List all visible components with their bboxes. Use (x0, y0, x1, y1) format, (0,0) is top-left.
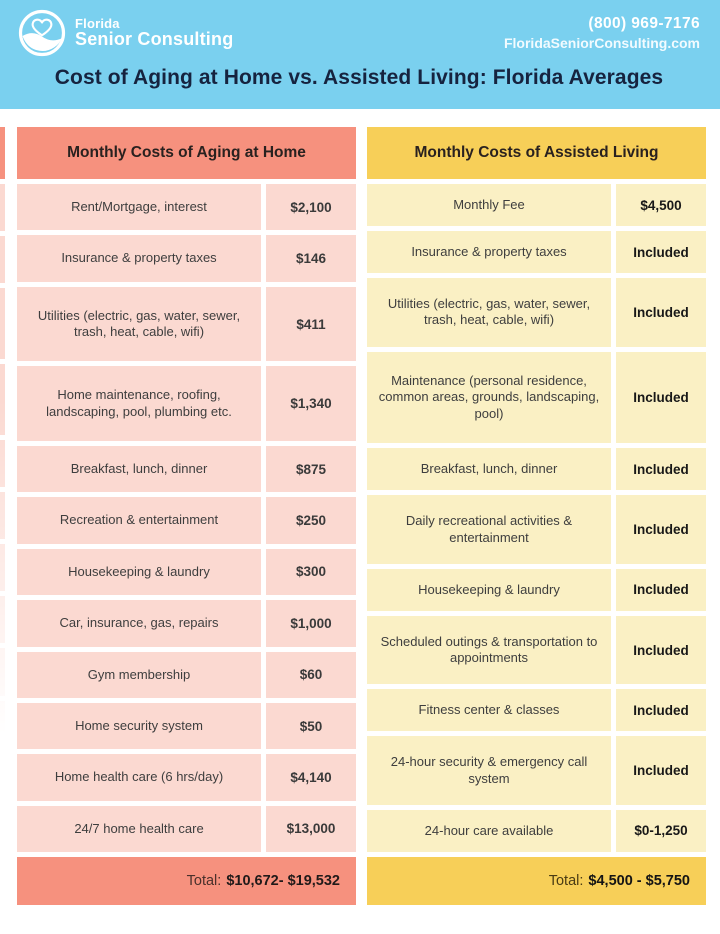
left-edge-bleed (0, 127, 5, 905)
row-label: 24/7 home health care (17, 806, 261, 852)
assisted-living-table (367, 127, 706, 905)
bleed-segment (0, 184, 5, 231)
table-row (367, 278, 706, 346)
comparison-tables (17, 127, 706, 905)
row-label: Insurance & property taxes (367, 231, 611, 273)
table-row (367, 810, 706, 852)
bleed-segment (0, 857, 5, 905)
row-label: Housekeeping & laundry (367, 569, 611, 611)
aging-at-home-table-rows (17, 184, 356, 852)
table-row (17, 703, 356, 749)
table-row (17, 184, 356, 230)
row-label: Car, insurance, gas, repairs (17, 600, 261, 646)
table-row (367, 231, 706, 273)
row-value: Included (616, 689, 706, 731)
bleed-segment (0, 288, 5, 359)
row-label: Breakfast, lunch, dinner (17, 446, 261, 492)
row-label: Home maintenance, roofing, landscaping, pool, plumbing etc. (17, 366, 261, 441)
row-value: $2,100 (266, 184, 356, 230)
aging-at-home-table (17, 127, 356, 905)
total-label: Total: (548, 873, 584, 889)
website-url: FloridaSeniorConsulting.com (503, 34, 700, 51)
bleed-segment (0, 440, 5, 487)
table-row (17, 806, 356, 852)
total-value: $4,500 - $5,750 (588, 873, 690, 889)
bleed-segment (0, 127, 5, 179)
assisted-living-table-header: Monthly Costs of Assisted Living (367, 127, 706, 179)
row-label: Gym membership (17, 652, 261, 698)
row-value: $1,000 (266, 600, 356, 646)
bleed-segment (0, 701, 5, 748)
table-row (17, 497, 356, 543)
row-label: Utilities (electric, gas, water, sewer, trash, heat, cable, wifi) (17, 287, 261, 362)
assisted-living-total-row (367, 857, 706, 905)
table-row (367, 569, 706, 611)
table-row (367, 184, 706, 226)
aging-at-home-table-header: Monthly Costs of Aging at Home (17, 127, 356, 179)
row-value: $4,140 (266, 754, 356, 800)
bleed-segment (0, 364, 5, 435)
row-label: Rent/Mortgage, interest (17, 184, 261, 230)
row-value: $50 (266, 703, 356, 749)
logo-line1: Florida (75, 15, 120, 31)
bleed-segment (0, 596, 5, 643)
row-value: $60 (266, 652, 356, 698)
table-row (367, 689, 706, 731)
bleed-segment (0, 236, 5, 283)
row-value: $411 (266, 287, 356, 362)
row-value: $1,340 (266, 366, 356, 441)
row-value: $875 (266, 446, 356, 492)
total-value: $10,672- $19,532 (226, 873, 340, 889)
row-value: Included (616, 352, 706, 444)
row-value: Included (616, 616, 706, 684)
table-row (17, 446, 356, 492)
row-value: Included (616, 231, 706, 273)
row-label: Home security system (17, 703, 261, 749)
row-label: Insurance & property taxes (17, 235, 261, 281)
row-value: $13,000 (266, 806, 356, 852)
table-row (17, 600, 356, 646)
table-row (367, 448, 706, 490)
bleed-segment (0, 805, 5, 852)
row-label: Housekeeping & laundry (17, 549, 261, 595)
table-row (367, 352, 706, 444)
bleed-segment (0, 492, 5, 539)
table-row (17, 549, 356, 595)
logo-line2: Senior Consulting (75, 29, 234, 50)
row-value: $250 (266, 497, 356, 543)
top-banner (0, 0, 720, 109)
row-label: Home health care (6 hrs/day) (17, 754, 261, 800)
row-value: Included (616, 736, 706, 804)
row-label: Utilities (electric, gas, water, sewer, trash, heat, cable, wifi) (367, 278, 611, 346)
row-label: Fitness center & classes (367, 689, 611, 731)
aging-at-home-total-row (17, 857, 356, 905)
total-label: Total: (186, 873, 222, 889)
table-row (17, 366, 356, 441)
row-label: Monthly Fee (367, 184, 611, 226)
table-row (17, 287, 356, 362)
row-value: $0-1,250 (616, 810, 706, 852)
table-row (367, 616, 706, 684)
row-value: Included (616, 448, 706, 490)
row-value: $4,500 (616, 184, 706, 226)
bleed-segment (0, 648, 5, 695)
row-label: 24-hour security & emergency call system (367, 736, 611, 804)
row-value: Included (616, 278, 706, 346)
row-label: Breakfast, lunch, dinner (367, 448, 611, 490)
row-label: Scheduled outings & transportation to appointments (367, 616, 611, 684)
row-label: 24-hour care available (367, 810, 611, 852)
row-value: $146 (266, 235, 356, 281)
assisted-living-table-rows (367, 184, 706, 852)
banner-top-row (18, 9, 700, 57)
table-row (367, 736, 706, 804)
heart-in-hand-logo-icon (18, 9, 66, 57)
table-row (17, 754, 356, 800)
phone-number: (800) 969-7176 (588, 14, 700, 32)
row-value: Included (616, 495, 706, 563)
table-row (17, 235, 356, 281)
row-value: Included (616, 569, 706, 611)
bleed-segment (0, 544, 5, 591)
bleed-segment (0, 753, 5, 800)
logo (18, 9, 233, 57)
contact-block (504, 14, 700, 52)
table-row (367, 495, 706, 563)
logo-wordmark (75, 17, 233, 50)
table-row (17, 652, 356, 698)
row-label: Maintenance (personal residence, common areas, grounds, landscaping, pool) (367, 352, 611, 444)
row-value: $300 (266, 549, 356, 595)
row-label: Recreation & entertainment (17, 497, 261, 543)
page-title: Cost of Aging at Home vs. Assisted Living: Florida Averages (54, 66, 664, 89)
row-label: Daily recreational activities & entertainment (367, 495, 611, 563)
